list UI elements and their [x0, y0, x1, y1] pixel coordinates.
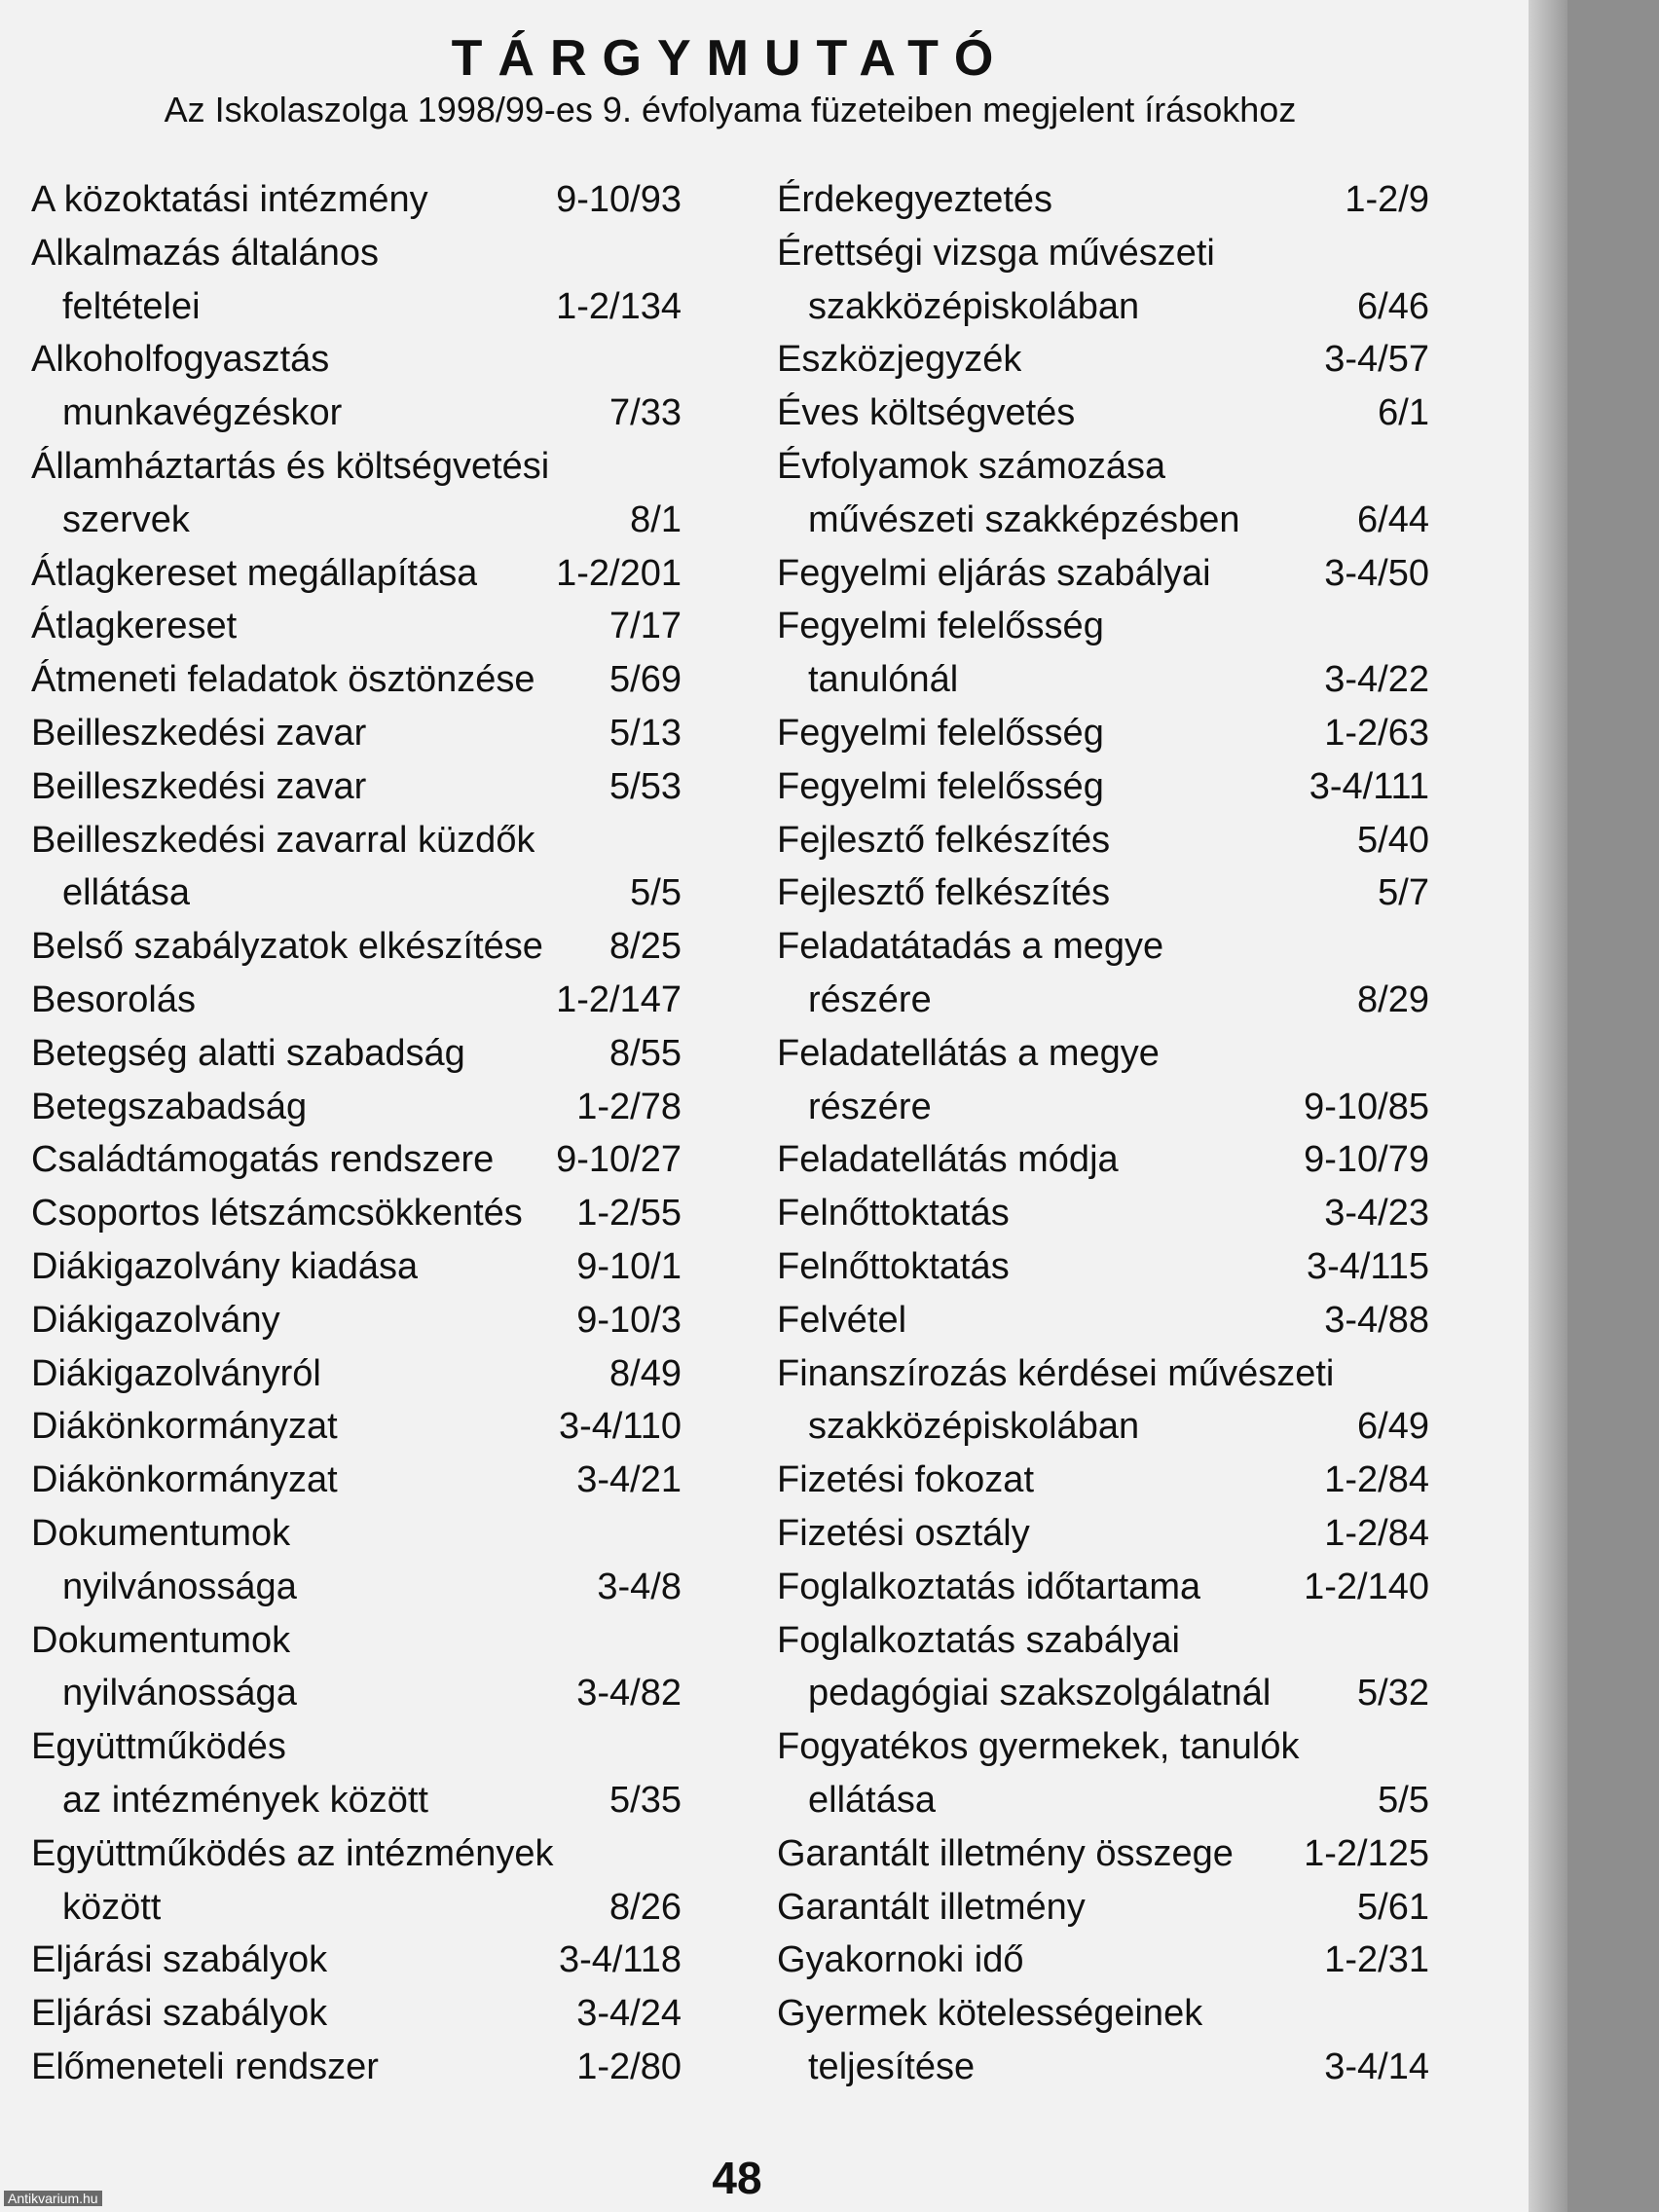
index-entry [31, 1987, 682, 2041]
index-entry [777, 1240, 1429, 1294]
index-term: művészeti szakképzésben [808, 498, 1240, 540]
index-reference: 1-2/31 [1324, 1939, 1429, 1981]
page-edge-shadow [1529, 0, 1567, 2212]
index-column-right [777, 173, 1429, 2094]
index-term: Együttműködés az intézmények [31, 1832, 554, 1874]
index-reference: 9-10/27 [556, 1139, 682, 1181]
index-reference: 1-2/78 [576, 1086, 682, 1127]
index-reference: 1-2/63 [1324, 712, 1429, 754]
index-reference: 5/53 [609, 765, 682, 807]
index-entry [31, 1347, 682, 1401]
index-term: Eszközjegyzék [777, 339, 1022, 381]
index-entry [777, 1987, 1429, 2041]
index-reference: 5/5 [1378, 1779, 1429, 1821]
index-entry [31, 600, 682, 653]
index-reference: 3-4/24 [576, 1993, 682, 2035]
index-entry [31, 1507, 682, 1561]
page-title: TÁRGYMUTATÓ [451, 30, 1010, 87]
index-entry [31, 1240, 682, 1294]
index-entry [777, 227, 1429, 280]
index-reference: 3-4/88 [1324, 1299, 1429, 1341]
index-entry [31, 814, 682, 867]
index-entry [31, 1454, 682, 1507]
index-reference: 6/49 [1357, 1406, 1429, 1448]
index-reference: 3-4/110 [558, 1406, 682, 1448]
index-term: Felnőttoktatás [777, 1245, 1010, 1287]
index-term: Fegyelmi felelősség [777, 712, 1104, 754]
page-number: 48 [712, 2153, 762, 2203]
index-entry [777, 1827, 1429, 1881]
index-reference: 7/17 [609, 606, 682, 647]
index-term: Eljárási szabályok [31, 1993, 328, 2035]
index-reference: 8/1 [630, 498, 682, 540]
index-term: Érdekegyeztetés [777, 179, 1053, 220]
index-entry [777, 1133, 1429, 1187]
index-term: Átmeneti feladatok ösztönzése [31, 659, 535, 701]
index-term: tanulónál [808, 659, 959, 701]
index-reference: 1-2/80 [576, 2046, 682, 2087]
index-term: Diákönkormányzat [31, 1459, 338, 1501]
index-entry [777, 547, 1429, 601]
index-entry [31, 387, 682, 440]
index-reference: 1-2/125 [1304, 1832, 1429, 1874]
index-reference: 3-4/22 [1324, 659, 1429, 701]
index-reference: 1-2/84 [1324, 1512, 1429, 1554]
index-entry [777, 1614, 1429, 1668]
index-term: nyilvánossága [62, 1566, 297, 1607]
index-term: részére [808, 978, 932, 1020]
index-entry [31, 1133, 682, 1187]
index-reference: 8/49 [609, 1352, 682, 1394]
index-reference: 6/44 [1357, 498, 1429, 540]
index-entry [777, 1400, 1429, 1454]
index-entry [777, 494, 1429, 547]
index-reference: 9-10/3 [576, 1299, 682, 1341]
index-entry [31, 1294, 682, 1347]
index-entry [31, 547, 682, 601]
index-term: munkavégzéskor [62, 392, 343, 434]
index-entry [777, 2041, 1429, 2094]
index-entry [31, 494, 682, 547]
index-term: Alkalmazás általános [31, 232, 379, 274]
index-term: Átlagkereset megállapítása [31, 552, 478, 594]
index-entry [31, 1827, 682, 1881]
index-term: Átlagkereset [31, 606, 238, 647]
index-entry [777, 173, 1429, 227]
index-entry [777, 707, 1429, 760]
index-term: A közoktatási intézmény [31, 179, 428, 220]
index-term: Foglalkoztatás szabályai [777, 1619, 1180, 1661]
index-entry [777, 1347, 1429, 1401]
index-reference: 3-4/21 [576, 1459, 682, 1501]
index-entry [777, 866, 1429, 920]
index-term: Gyakornoki idő [777, 1939, 1024, 1981]
index-term: Finanszírozás kérdései művészeti [777, 1352, 1335, 1394]
index-term: pedagógiai szakszolgálatnál [808, 1673, 1272, 1714]
index-term: az intézmények között [62, 1779, 428, 1821]
index-entry [777, 1774, 1429, 1827]
index-entry [31, 173, 682, 227]
index-term: nyilvánossága [62, 1673, 297, 1714]
index-term: ellátása [808, 1779, 936, 1821]
index-entry [31, 1934, 682, 1987]
index-term: Együttműködés [31, 1726, 286, 1768]
index-entry [777, 974, 1429, 1027]
index-entry [777, 1881, 1429, 1935]
index-entry [31, 333, 682, 387]
index-entry [777, 1667, 1429, 1720]
index-term: szervek [62, 498, 190, 540]
index-entry [777, 1934, 1429, 1987]
index-term: Fejlesztő felkészítés [777, 819, 1111, 861]
index-term: teljesítése [808, 2046, 976, 2087]
index-entry [31, 866, 682, 920]
index-term: Előmeneteli rendszer [31, 2046, 379, 2087]
index-entry [777, 1720, 1429, 1774]
index-term: Fizetési fokozat [777, 1459, 1034, 1501]
index-reference: 9-10/93 [556, 179, 682, 220]
index-term: Betegség alatti szabadság [31, 1032, 465, 1074]
index-term: Feladatátadás a megye [777, 926, 1164, 968]
index-reference: 7/33 [609, 392, 682, 434]
index-entry [31, 1720, 682, 1774]
index-entry [777, 760, 1429, 814]
index-reference: 5/13 [609, 712, 682, 754]
index-term: Beilleszkedési zavar [31, 712, 367, 754]
index-reference: 6/46 [1357, 285, 1429, 327]
index-term: Feladatellátás módja [777, 1139, 1119, 1181]
index-term: között [62, 1886, 162, 1928]
index-term: Alkoholfogyasztás [31, 339, 330, 381]
index-term: Családtámogatás rendszere [31, 1139, 495, 1181]
index-reference: 8/25 [609, 926, 682, 968]
index-reference: 5/7 [1378, 872, 1429, 914]
index-term: Csoportos létszámcsökkentés [31, 1193, 523, 1235]
index-term: Diákönkormányzat [31, 1406, 338, 1448]
index-term: Beilleszkedési zavarral küzdők [31, 819, 535, 861]
index-reference: 1-2/55 [576, 1193, 682, 1235]
index-term: Felnőttoktatás [777, 1193, 1010, 1235]
index-entry [31, 1081, 682, 1134]
index-reference: 9-10/85 [1304, 1086, 1429, 1127]
index-entry [31, 2041, 682, 2094]
index-entry [777, 333, 1429, 387]
index-term: Gyermek kötelességeinek [777, 1993, 1203, 2035]
index-reference: 3-4/82 [576, 1673, 682, 1714]
index-term: Besorolás [31, 978, 196, 1020]
index-reference: 3-4/50 [1324, 552, 1429, 594]
index-term: Beilleszkedési zavar [31, 765, 367, 807]
index-reference: 5/61 [1357, 1886, 1429, 1928]
index-term: Dokumentumok [31, 1619, 291, 1661]
index-entry [31, 920, 682, 974]
index-column-left [31, 173, 682, 2094]
index-reference: 3-4/111 [1309, 765, 1429, 807]
index-term: Diákigazolvány kiadása [31, 1245, 419, 1287]
index-term: Feladatellátás a megye [777, 1032, 1160, 1074]
index-entry [31, 1774, 682, 1827]
index-entry [777, 1294, 1429, 1347]
index-reference: 9-10/79 [1304, 1139, 1429, 1181]
index-entry [777, 280, 1429, 334]
index-reference: 8/26 [609, 1886, 682, 1928]
index-term: Dokumentumok [31, 1512, 291, 1554]
index-term: Diákigazolvány [31, 1299, 280, 1341]
index-term: Diákigazolványról [31, 1352, 321, 1394]
index-reference: 8/55 [609, 1032, 682, 1074]
index-entry [777, 653, 1429, 707]
index-entry [777, 1081, 1429, 1134]
index-term: Belső szabályzatok elkészítése [31, 926, 543, 968]
index-term: feltételei [62, 285, 201, 327]
index-term: Fegyelmi eljárás szabályai [777, 552, 1211, 594]
index-term: Fizetési osztály [777, 1512, 1030, 1554]
index-reference: 3-4/57 [1324, 339, 1429, 381]
index-entry [31, 653, 682, 707]
index-term: Betegszabadság [31, 1086, 308, 1127]
index-reference: 3-4/23 [1324, 1193, 1429, 1235]
index-reference: 1-2/140 [1304, 1566, 1429, 1607]
watermark: Antikvarium.hu [4, 2191, 102, 2206]
index-term: Érettségi vizsga művészeti [777, 232, 1215, 274]
index-reference: 8/29 [1357, 978, 1429, 1020]
index-entry [777, 1187, 1429, 1240]
index-term: Fegyelmi felelősség [777, 606, 1104, 647]
index-reference: 1-2/147 [556, 978, 682, 1020]
index-reference: 5/5 [630, 872, 682, 914]
index-reference: 5/69 [609, 659, 682, 701]
index-reference: 5/32 [1357, 1673, 1429, 1714]
index-term: Fogyatékos gyermekek, tanulók [777, 1726, 1300, 1768]
index-entry [777, 600, 1429, 653]
index-entry [31, 280, 682, 334]
index-entry [777, 814, 1429, 867]
index-reference: 1-2/84 [1324, 1459, 1429, 1501]
index-term: Foglalkoztatás időtartama [777, 1566, 1201, 1607]
index-term: ellátása [62, 872, 190, 914]
index-entry [31, 440, 682, 494]
index-reference: 3-4/115 [1306, 1245, 1429, 1287]
index-term: Garantált illetmény [777, 1886, 1086, 1928]
index-entry [31, 707, 682, 760]
index-term: szakközépiskolában [808, 285, 1140, 327]
index-reference: 1-2/201 [556, 552, 682, 594]
index-term: részére [808, 1086, 932, 1127]
index-entry [31, 1561, 682, 1614]
index-entry [777, 920, 1429, 974]
index-entry [31, 1187, 682, 1240]
index-term: Felvétel [777, 1299, 907, 1341]
index-reference: 3-4/8 [597, 1566, 682, 1607]
index-reference: 5/35 [609, 1779, 682, 1821]
index-term: Évfolyamok számozása [777, 445, 1166, 487]
index-entry [777, 1507, 1429, 1561]
index-reference: 3-4/118 [558, 1939, 682, 1981]
index-entry [777, 1454, 1429, 1507]
index-reference: 6/1 [1378, 392, 1429, 434]
index-reference: 3-4/14 [1324, 2046, 1429, 2087]
index-entry [777, 1027, 1429, 1081]
index-entry [31, 974, 682, 1027]
index-reference: 1-2/134 [556, 285, 682, 327]
index-entry [31, 1614, 682, 1668]
index-entry [777, 1561, 1429, 1614]
index-entry [777, 387, 1429, 440]
index-term: Fegyelmi felelősség [777, 765, 1104, 807]
index-reference: 9-10/1 [576, 1245, 682, 1287]
index-term: Államháztartás és költségvetési [31, 445, 550, 487]
index-entry [31, 760, 682, 814]
index-entry [31, 1400, 682, 1454]
index-entry [31, 1027, 682, 1081]
index-entry [31, 1667, 682, 1720]
index-term: Éves költségvetés [777, 392, 1076, 434]
index-entry [777, 440, 1429, 494]
index-term: Garantált illetmény összege [777, 1832, 1234, 1874]
index-entry [31, 227, 682, 280]
index-reference: 5/40 [1357, 819, 1429, 861]
index-term: szakközépiskolában [808, 1406, 1140, 1448]
index-entry [31, 1881, 682, 1935]
index-term: Eljárási szabályok [31, 1939, 328, 1981]
index-reference: 1-2/9 [1345, 179, 1429, 220]
index-term: Fejlesztő felkészítés [777, 872, 1111, 914]
page-subtitle: Az Iskolaszolga 1998/99-es 9. évfolyama füzeteiben megjelent írásokhoz [164, 90, 1297, 129]
